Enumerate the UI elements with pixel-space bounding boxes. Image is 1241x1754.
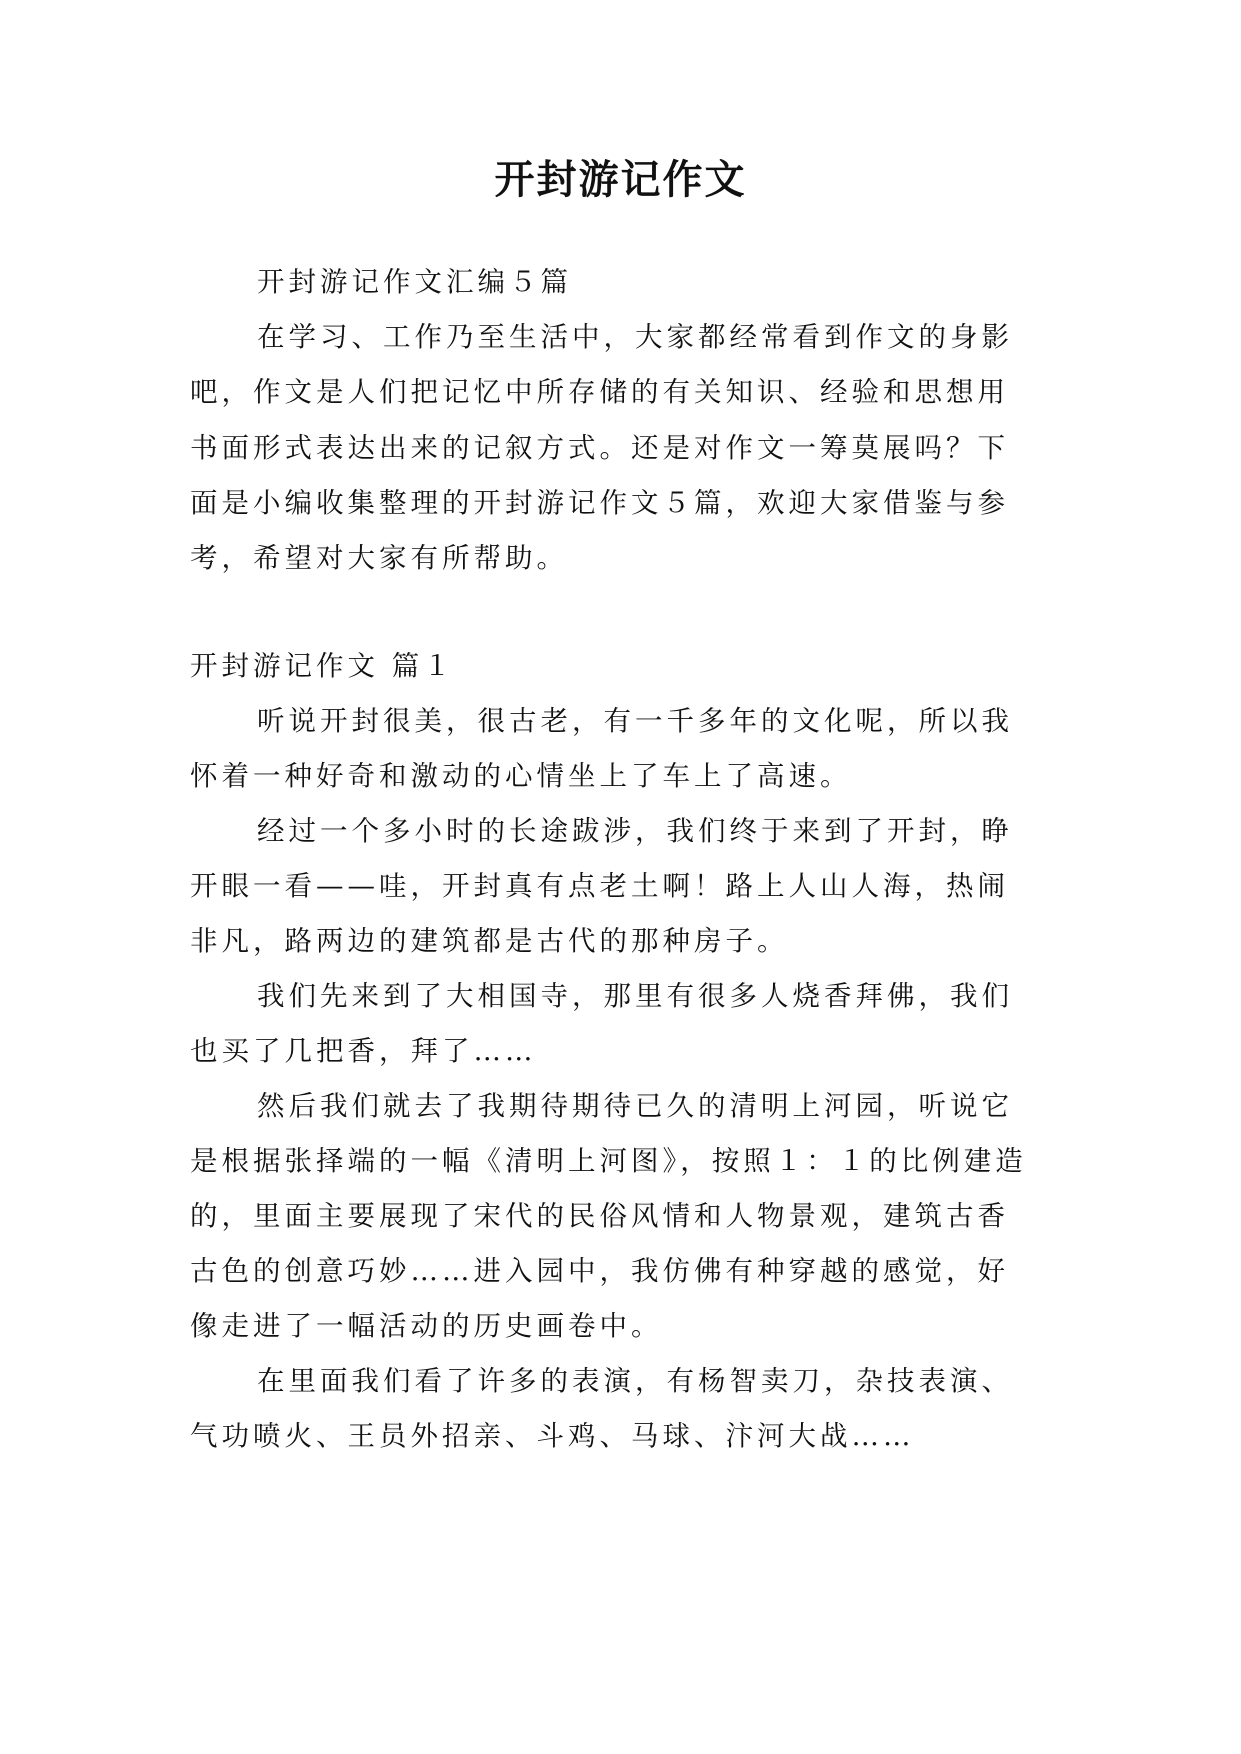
intro-line: 面是小编收集整理的开封游记作文５篇，欢迎大家借鉴与参	[190, 487, 1009, 519]
body-line: 开眼一看——哇，开封真有点老土啊！路上人山人海，热闹	[190, 870, 1009, 902]
body-line: 的，里面主要展现了宋代的民俗风情和人物景观，建筑古香	[190, 1200, 1009, 1232]
body-line: 气功喷火、王员外招亲、斗鸡、马球、汴河大战……	[190, 1420, 915, 1452]
body-line: 古色的创意巧妙……进入园中，我仿佛有种穿越的感觉，好	[190, 1255, 1009, 1287]
body-line: 非凡，路两边的建筑都是古代的那种房子。	[190, 925, 789, 957]
body-line: 像走进了一幅活动的历史画卷中。	[190, 1310, 663, 1342]
body-line: 然后我们就去了我期待期待已久的清明上河园，听说它	[257, 1090, 1013, 1122]
body-line: 是根据张择端的一幅《清明上河图》，按照１：１的比例建造	[190, 1145, 1027, 1177]
intro-line: 在学习、工作乃至生活中，大家都经常看到作文的身影	[257, 321, 1013, 353]
body-line: 听说开封很美，很古老，有一千多年的文化呢，所以我	[257, 705, 1013, 737]
document-title: 开封游记作文	[494, 156, 747, 203]
body-line: 在里面我们看了许多的表演，有杨智卖刀，杂技表演、	[257, 1365, 1013, 1397]
intro-line: 吧，作文是人们把记忆中所存储的有关知识、经验和思想用	[190, 376, 1009, 408]
intro-heading: 开封游记作文汇编５篇	[257, 266, 572, 298]
body-line: 经过一个多小时的长途跋涉，我们终于来到了开封，睁	[257, 815, 1013, 847]
body-line: 也买了几把香，拜了……	[190, 1035, 537, 1067]
body-line: 我们先来到了大相国寺，那里有很多人烧香拜佛，我们	[257, 980, 1013, 1012]
intro-line: 书面形式表达出来的记叙方式。还是对作文一筹莫展吗？下	[190, 432, 1009, 464]
section-heading: 开封游记作文 篇１	[190, 650, 455, 682]
body-line: 怀着一种好奇和激动的心情坐上了车上了高速。	[190, 760, 852, 792]
intro-line: 考，希望对大家有所帮助。	[190, 542, 568, 574]
